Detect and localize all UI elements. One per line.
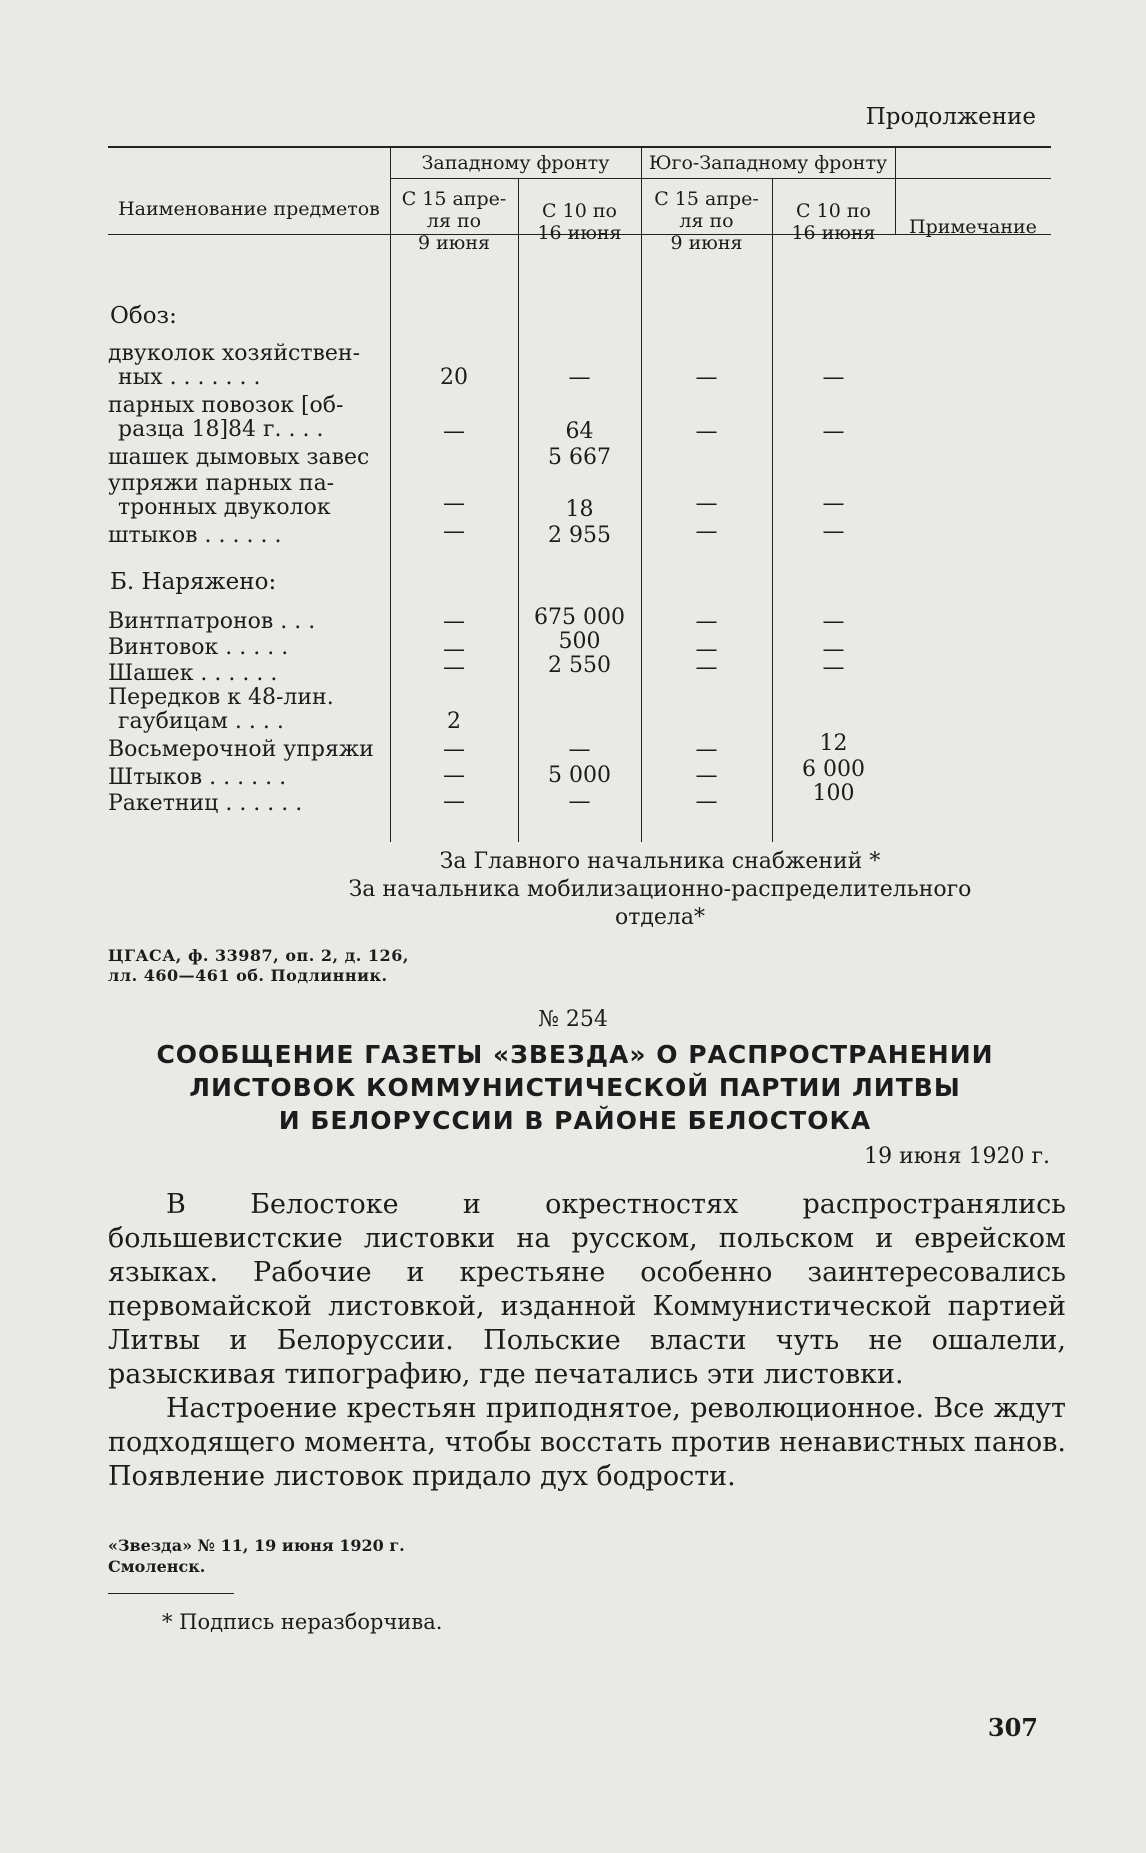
- cell-value: —: [443, 491, 465, 516]
- source-reference: [108, 1535, 405, 1577]
- cell-value: —: [822, 655, 845, 680]
- section-heading: Б. Наряжено:: [110, 569, 277, 595]
- row-name-line: тронных двуколок: [118, 495, 331, 520]
- cell-value: —: [443, 655, 465, 680]
- header-southwestern-front: Юго-Западному фронту: [648, 152, 888, 174]
- table-row-name: [108, 686, 334, 734]
- table-row-name: [108, 766, 286, 790]
- header-text: ля по: [426, 210, 482, 232]
- cell-value: —: [695, 519, 718, 544]
- row-name-line: упряжи парных па-: [108, 471, 335, 496]
- cell-value: —: [822, 609, 845, 634]
- row-name-line: Винтпатронов . . .: [108, 609, 316, 634]
- archive-reference: [108, 946, 409, 986]
- table-row-name: [108, 524, 281, 548]
- header-text: 9 июня: [418, 232, 490, 254]
- cell-value: —: [695, 789, 718, 814]
- table-row-name: [108, 636, 288, 660]
- cell-value: —: [822, 637, 845, 662]
- document-date: 19 июня 1920 г.: [864, 1144, 1050, 1169]
- table-row-name: [108, 472, 334, 520]
- table-row-name: [108, 662, 277, 686]
- row-name-line: парных повозок [об-: [108, 393, 344, 418]
- cell-value: 100: [812, 781, 855, 806]
- source-line: «Звезда» № 11, 19 июня 1920 г.: [108, 1536, 405, 1555]
- signature-line: За начальника мобилизационно-распределительного: [348, 877, 972, 902]
- header-sw-period-1: [641, 188, 772, 254]
- body-text: [108, 1188, 1066, 1494]
- section-heading: Обоз:: [110, 303, 177, 329]
- signature-line: отдела*: [614, 905, 706, 930]
- cell-value: —: [695, 763, 718, 788]
- row-name-line: разца 18]84 г. . . .: [118, 417, 324, 442]
- table-row-name: [108, 446, 369, 470]
- cell-value: —: [568, 365, 591, 390]
- cell-value: 2 955: [548, 523, 611, 548]
- table-row-name: [108, 610, 315, 634]
- row-name-line: Винтовок . . . . .: [108, 635, 289, 660]
- cell-value: 500: [558, 629, 601, 654]
- footnote: * Подпись неразборчива.: [162, 1610, 443, 1634]
- cell-value: 2: [447, 709, 461, 734]
- cell-value: —: [568, 789, 591, 814]
- page-number: 307: [987, 1713, 1038, 1742]
- header-text: С 10 по: [542, 200, 617, 222]
- document-title: [130, 1038, 1020, 1137]
- row-name-line: гаубицам . . . .: [118, 709, 284, 734]
- cell-value: 64: [565, 419, 594, 444]
- row-name-line: Шашек . . . . . .: [108, 661, 278, 686]
- cell-value: 18: [565, 497, 594, 522]
- archive-line: лл. 460—461 об. Подлинник.: [108, 966, 388, 985]
- header-text: ля по: [679, 210, 734, 232]
- paragraph: Настроение крестьян приподнятое, революционное. Все ждут подходящего момента, чтобы восстать против ненавистных панов. Появление листовок придало дух бодрости.: [108, 1393, 1066, 1492]
- cell-value: 12: [819, 731, 848, 756]
- footnote-rule: [108, 1593, 234, 1594]
- document-number: № 254: [538, 1007, 608, 1032]
- header-w-period-1: [390, 188, 518, 254]
- row-name-line: ных . . . . . . .: [118, 365, 261, 390]
- header-text: 16 июня: [537, 222, 622, 244]
- cell-value: —: [822, 519, 845, 544]
- header-w-period-2: [518, 200, 641, 244]
- cell-value: —: [695, 609, 718, 634]
- cell-value: —: [695, 365, 718, 390]
- row-name-line: двуколок хозяйствен-: [108, 341, 361, 366]
- cell-value: 6 000: [802, 757, 865, 782]
- cell-value: —: [443, 737, 465, 762]
- cell-value: —: [822, 419, 845, 444]
- title-line: И БЕЛОРУССИИ В РАЙОНЕ БЕЛОСТОКА: [278, 1106, 872, 1135]
- row-name-line: штыков . . . . . .: [108, 523, 282, 548]
- row-name-line: шашек дымовых завес: [108, 445, 370, 470]
- cell-value: —: [822, 365, 845, 390]
- row-name-line: Штыков . . . . . .: [108, 765, 287, 790]
- title-line: СООБЩЕНИЕ ГАЗЕТЫ «ЗВЕЗДА» О РАСПРОСТРАНЕНИИ: [156, 1040, 994, 1069]
- cell-value: —: [568, 737, 591, 762]
- cell-value: 20: [440, 365, 468, 390]
- cell-value: —: [443, 419, 465, 444]
- paragraph: В Белостоке и окрестностях распространялись большевистские листовки на русском, польском и еврейском языках. Рабочие и крестьяне особенно заинтересовались первомайской листовкой, изданной Коммунистической партией Литвы и Белоруссии. Польские власти чуть не ошалели, разыскивая типографию, где печатались эти листовки.: [108, 1189, 1066, 1390]
- header-note: Примечание: [909, 216, 1037, 238]
- header-item-name: Наименование предметов: [118, 198, 380, 220]
- source-line: Смоленск.: [108, 1557, 206, 1576]
- row-name-line: Передков к 48-лин.: [108, 685, 334, 710]
- header-western-front: Западному фронту: [421, 152, 610, 174]
- cell-value: 2 550: [548, 653, 611, 678]
- cell-value: —: [443, 789, 465, 814]
- continuation-label: Продолжение: [865, 104, 1036, 130]
- header-sub-rule: [390, 178, 1051, 179]
- title-line: ЛИСТОВОК КОММУНИСТИЧЕСКОЙ ПАРТИИ ЛИТВЫ: [189, 1073, 961, 1102]
- cell-value: —: [443, 637, 465, 662]
- table-top-rule: [108, 146, 1051, 148]
- cell-value: 5 667: [548, 445, 611, 470]
- header-text: 16 июня: [791, 222, 876, 244]
- cell-value: —: [695, 655, 718, 680]
- header-text: 9 июня: [670, 232, 743, 254]
- header-text: С 15 апре-: [654, 188, 759, 210]
- cell-value: —: [443, 763, 465, 788]
- cell-value: —: [695, 491, 718, 516]
- table-row-name: [108, 394, 343, 442]
- table-row-name: [108, 342, 360, 390]
- cell-value: —: [695, 637, 718, 662]
- table-row-name: [108, 738, 374, 762]
- signature-line: За Главного начальника снабжений *: [439, 849, 881, 874]
- cell-value: 5 000: [548, 763, 611, 788]
- header-text: С 10 по: [796, 200, 871, 222]
- archive-line: ЦГАСА, ф. 33987, оп. 2, д. 126,: [108, 946, 409, 965]
- cell-value: —: [695, 737, 718, 762]
- cell-value: —: [443, 519, 465, 544]
- cell-value: —: [443, 609, 465, 634]
- header-sw-period-2: [772, 200, 895, 244]
- cell-value: —: [695, 419, 718, 444]
- header-text: С 15 апре-: [401, 188, 507, 210]
- cell-value: 675 000: [534, 605, 625, 630]
- cell-value: —: [822, 491, 845, 516]
- row-name-line: Ракетниц . . . . . .: [108, 791, 303, 816]
- supply-table: [108, 146, 1051, 842]
- table-row-name: [108, 792, 302, 816]
- row-name-line: Восьмерочной упряжи: [108, 737, 374, 762]
